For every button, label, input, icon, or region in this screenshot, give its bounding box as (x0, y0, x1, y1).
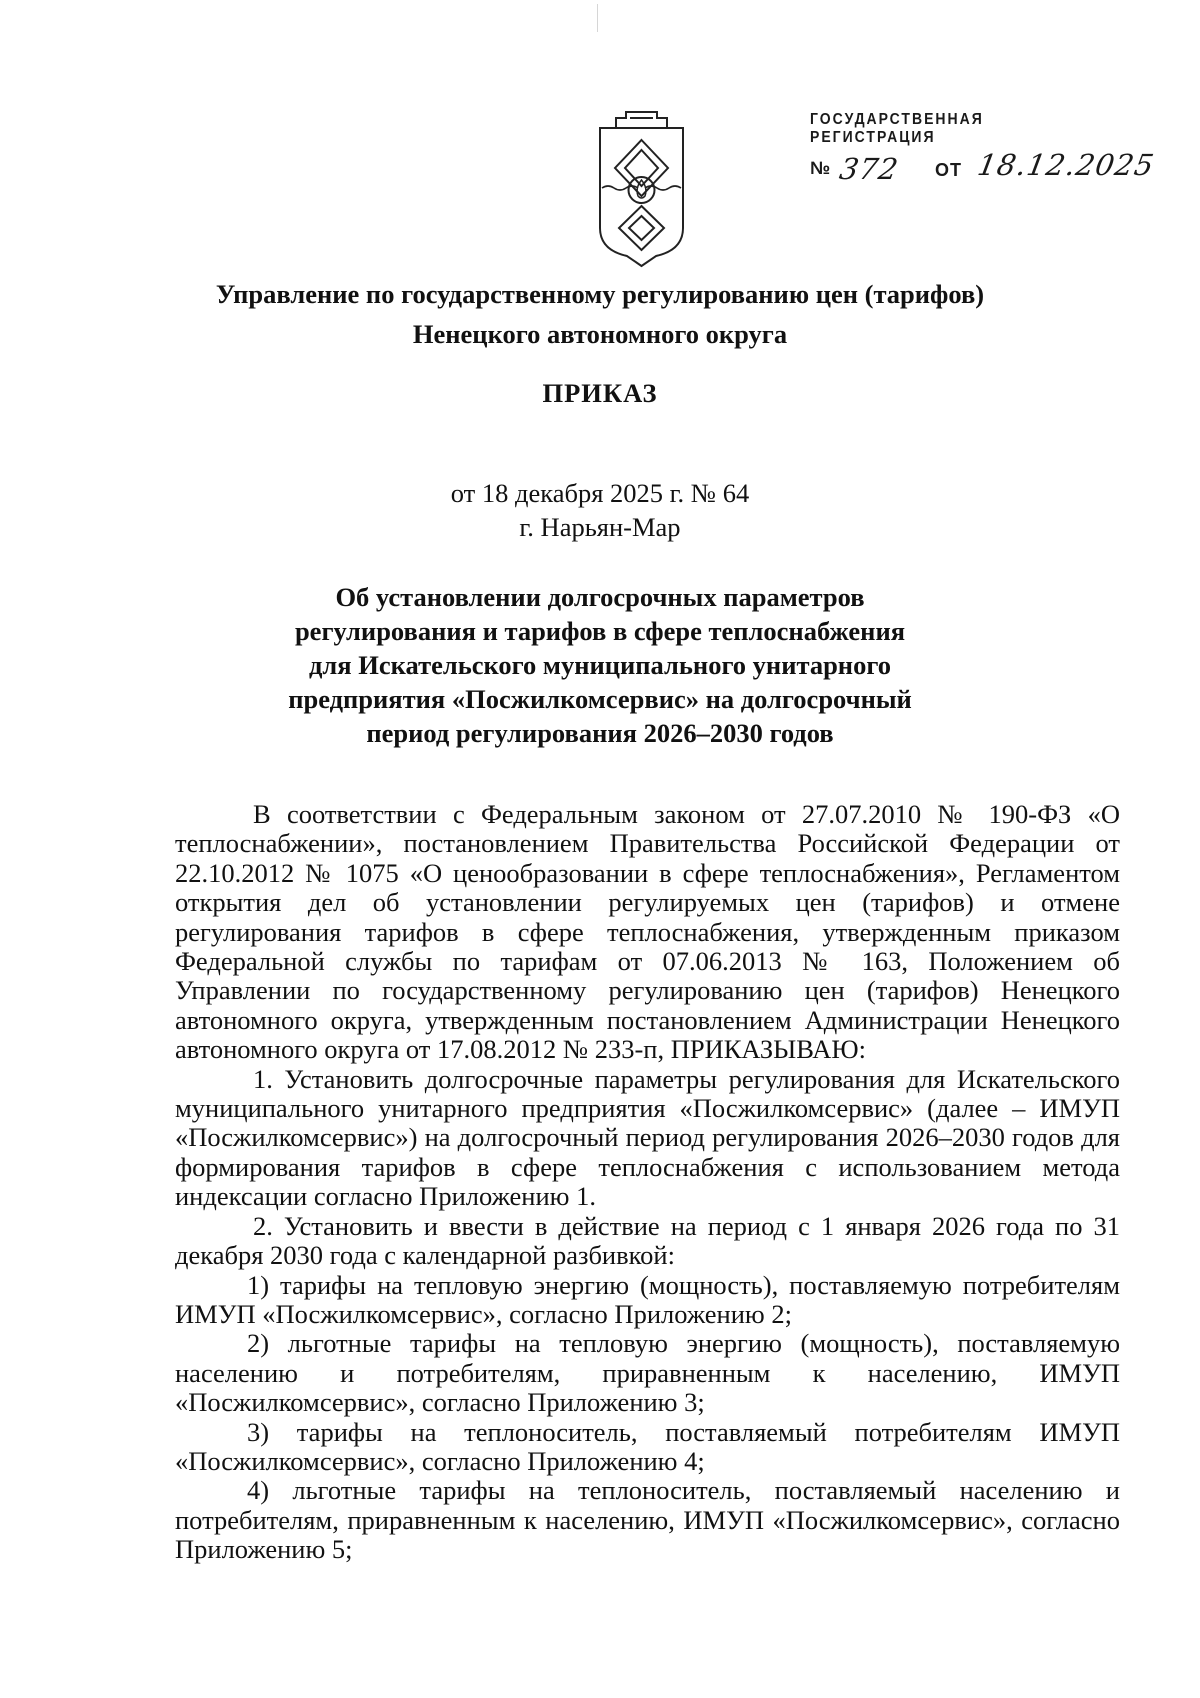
subject-line-3: для Искательского муниципального унитарного (309, 650, 891, 680)
stamp-number-sign: № (810, 158, 831, 178)
subject-line-1: Об установлении долгосрочных параметров (335, 582, 865, 612)
stamp-line-2: РЕГИСТРАЦИЯ (810, 127, 936, 146)
order-subitem-2: 2) льготные тарифы на тепловую энергию (мощность), поставляемую населению и потребителям, приравненным к населению, ИМУП «Посжилкомсервис», согласно Приложению 3; (175, 1328, 1120, 1418)
stamp-from-word: ОТ (935, 160, 962, 180)
document-date-number: от 18 декабря 2025 г. № 64 (450, 478, 750, 508)
document-city: г. Нарьян-Мар (519, 512, 681, 542)
subject-line-5: период регулирования 2026–2030 годов (366, 718, 834, 748)
organization-header (100, 274, 1100, 354)
organization-line-2: Ненецкого автономного округа (412, 319, 788, 349)
organization-line-1: Управление по государственному регулированию цен (тарифов) (215, 279, 985, 309)
document-subject (100, 580, 1100, 750)
order-item-2: 2. Установить и ввести в действие на период с 1 января 2026 года по 31 декабря 2030 года с календарной разбивкой: (175, 1210, 1120, 1271)
handwritten-registration-date: 18.12.2025 (975, 148, 1158, 182)
order-subitem-3: 3) тарифы на теплоноситель, поставляемый потребителям ИМУП «Посжилкомсервис», согласно Приложению 4; (175, 1416, 1120, 1476)
order-subitem-1: 1) тарифы на тепловую энергию (мощность), поставляемую потребителям ИМУП «Посжилкомсервис», согласно Приложению 2; (175, 1269, 1120, 1329)
subject-line-4: предприятия «Посжилкомсервис» на долгосрочный (288, 684, 912, 714)
subject-line-2: регулирования и тарифов в сфере теплоснабжения (294, 616, 906, 646)
coat-of-arms-emblem (594, 110, 689, 270)
order-item-1: 1. Установить долгосрочные параметры регулирования для Искательского муниципального унитарного предприятия «Посжилкомсервис» (далее – ИМУП «Посжилкомсервис») на долгосрочный период регулирования 2026–2030 годов для формирования тарифов в сфере теплоснабжения с использованием метода индексации согласно Приложению 1. (175, 1063, 1120, 1212)
stamp-number-row (810, 148, 1158, 192)
document-body (175, 800, 1120, 1565)
handwritten-registration-number: 372 (837, 152, 902, 186)
order-subitem-4: 4) льготные тарифы на теплоноситель, поставляемый населению и потребителям, приравненным к населению, ИМУП «Посжилкомсервис», согласно Приложению 5; (175, 1475, 1120, 1565)
preamble-paragraph: В соответствии с Федеральным законом от 27.07.2010 № 190-ФЗ «О теплоснабжении», постановлением Правительства Российской Федерации от 22.10.2012 № 1075 «О ценообразовании в сфере теплоснабжения», Регламентом открытия дел об установлении регулируемых цен (тарифов) и отмене регулирования тарифов в сфере теплоснабжения, утвержденным приказом Федеральной службы по тарифам от 07.06.2013 № 163, Положением об Управлении по государственному регулированию цен (тарифов) Ненецкого автономного округа, утвержденным постановлением Администрации Ненецкого автономного округа от 17.08.2012 № 233-п, ПРИКАЗЫВАЮ: (175, 799, 1120, 1065)
stamp-line-1: ГОСУДАРСТВЕННАЯ (810, 109, 984, 128)
registration-stamp (810, 108, 1158, 188)
scan-mark (597, 4, 598, 32)
document-dateline (100, 476, 1100, 544)
document-title: ПРИКАЗ (542, 378, 658, 408)
